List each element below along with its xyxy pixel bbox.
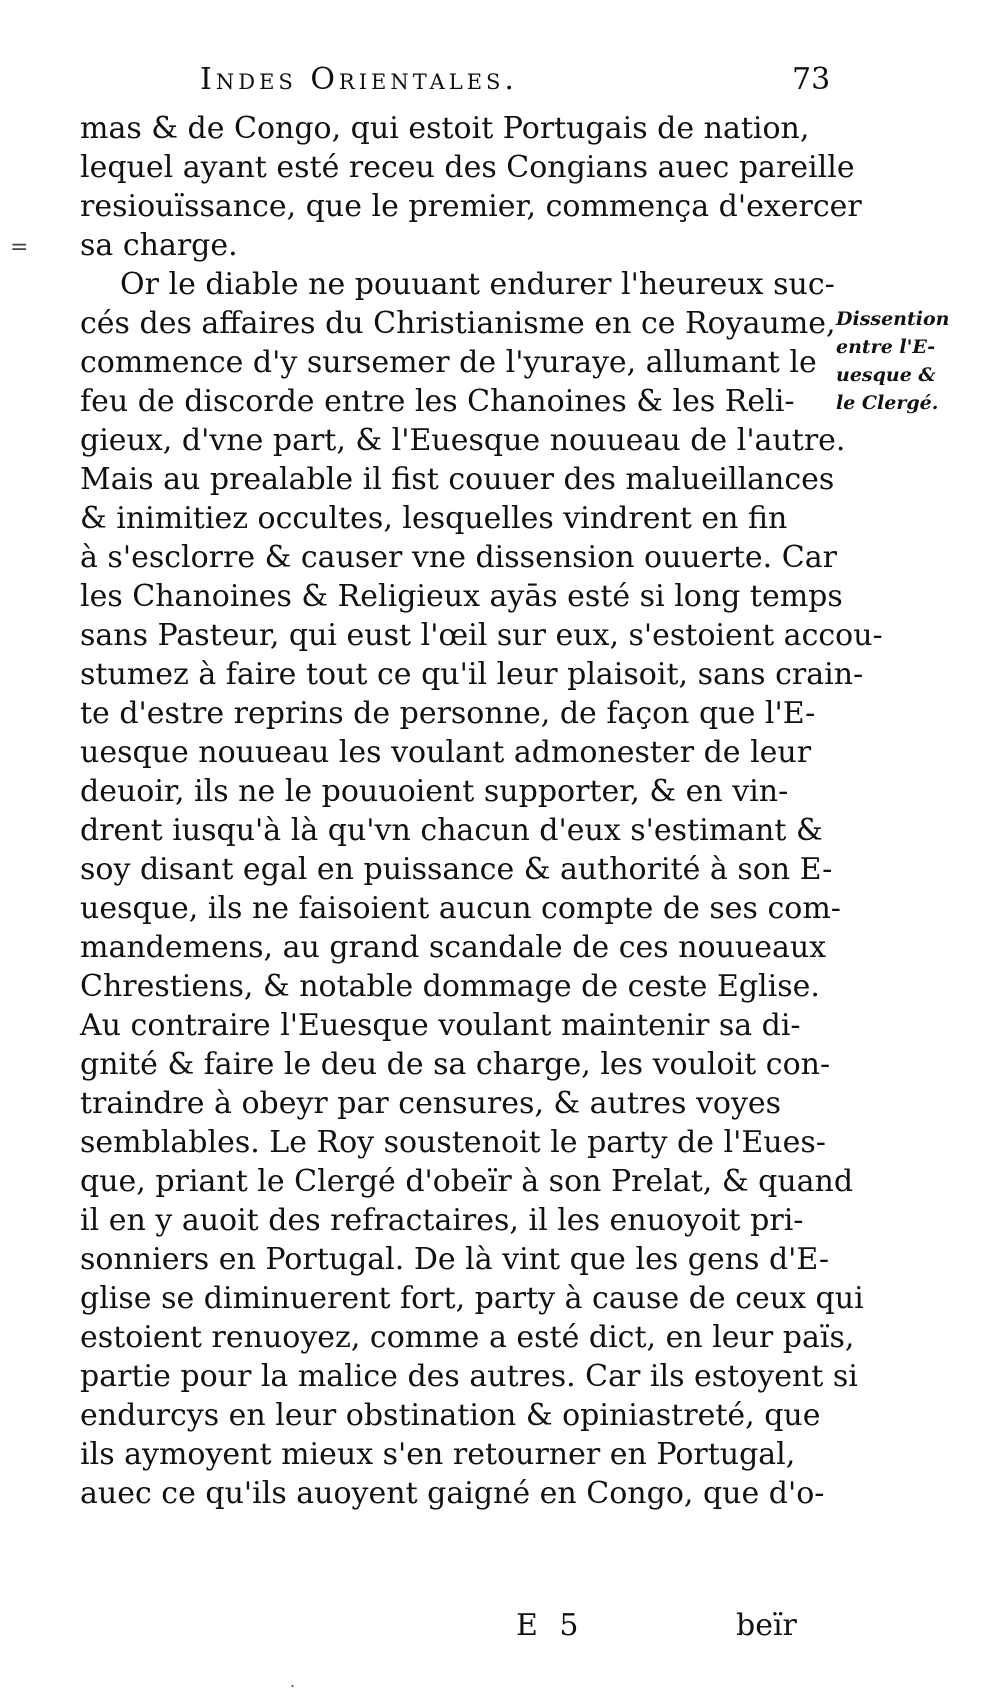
text-line: sa charge. — [80, 228, 238, 263]
text-line: estoient renuoyez, comme a esté dict, en leur païs, — [80, 1320, 855, 1355]
text-line: traindre à obeyr par censures, & autres voyes — [80, 1086, 782, 1121]
text-line: resiouïssance, que le premier, commença d'exercer — [80, 189, 862, 224]
side-note-line: entre l'E- — [836, 336, 936, 358]
catchword: beïr — [736, 1608, 797, 1643]
text-line: il en y auoit des refractaires, il les enuoyoit pri- — [80, 1203, 804, 1238]
text-line: que, priant le Clergé d'obeïr à son Prelat, & quand — [80, 1164, 854, 1199]
text-line: soy disant egal en puissance & authorité à son E- — [80, 852, 833, 887]
text-line: les Chanoines & Religieux ayās esté si long temps — [80, 579, 843, 614]
text-line: Au contraire l'Euesque voulant maintenir sa di- — [80, 1008, 801, 1043]
text-line: Chrestiens, & notable dommage de ceste Eglise. — [80, 969, 820, 1004]
text-line: lequel ayant esté receu des Congians auec pareille — [80, 150, 855, 185]
bottom-dot: . — [290, 1672, 296, 1691]
text-line: deuoir, ils ne le pouuoient supporter, & en vin- — [80, 774, 789, 809]
text-line: te d'estre reprins de personne, de façon que l'E- — [80, 696, 816, 731]
side-note-line: uesque & — [836, 364, 936, 386]
text-line: drent iusqu'à là qu'vn chacun d'eux s'estimant & — [80, 813, 823, 848]
running-title: Indes Orientales. — [200, 62, 518, 97]
text-line: & inimitiez occultes, lesquelles vindrent en fin — [80, 501, 788, 536]
signature-mark: E 5 — [516, 1608, 585, 1643]
margin-mark: = — [10, 235, 29, 260]
text-line: sonniers en Portugal. De là vint que les gens d'E- — [80, 1242, 830, 1277]
text-line: à s'esclorre & causer vne dissension ouuerte. Car — [80, 540, 837, 575]
text-line: sans Pasteur, qui eust l'œil sur eux, s'estoient accou- — [80, 618, 883, 653]
text-line: auec ce qu'ils auoyent gaigné en Congo, que d'o- — [80, 1476, 825, 1511]
text-line: Mais au prealable il fist couuer des malueillances — [80, 462, 835, 497]
text-line: endurcys en leur obstination & opiniastreté, que — [80, 1398, 821, 1433]
text-line: gnité & faire le deu de sa charge, les vouloit con- — [80, 1047, 831, 1082]
text-line: semblables. Le Roy soustenoit le party de l'Eues- — [80, 1125, 826, 1160]
text-line: uesque, ils ne faisoient aucun compte de ses com- — [80, 891, 841, 926]
side-note-line: le Clergé. — [836, 392, 939, 414]
text-line: cés des affaires du Christianisme en ce Royaume, — [80, 306, 836, 341]
side-note-line: Dissention — [836, 308, 950, 330]
text-line: stumez à faire tout ce qu'il leur plaisoit, sans crain- — [80, 657, 864, 692]
text-line: Or le diable ne pouuant endurer l'heureux suc- — [120, 267, 835, 302]
page-number: 73 — [792, 62, 831, 97]
text-line: mas & de Congo, qui estoit Portugais de nation, — [80, 111, 810, 146]
text-line: glise se diminuerent fort, party à cause de ceux qui — [80, 1281, 864, 1316]
text-line: gieux, d'vne part, & l'Euesque nouueau de l'autre. — [80, 423, 846, 458]
text-line: feu de discorde entre les Chanoines & les Reli- — [80, 384, 795, 419]
text-line: commence d'y sursemer de l'yuraye, allumant le — [80, 345, 817, 380]
text-line: uesque nouueau les voulant admonester de leur — [80, 735, 812, 770]
text-line: ils aymoyent mieux s'en retourner en Portugal, — [80, 1437, 796, 1472]
text-line: mandemens, au grand scandale de ces nouueaux — [80, 930, 827, 965]
text-line: partie pour la malice des autres. Car ils estoyent si — [80, 1359, 858, 1394]
